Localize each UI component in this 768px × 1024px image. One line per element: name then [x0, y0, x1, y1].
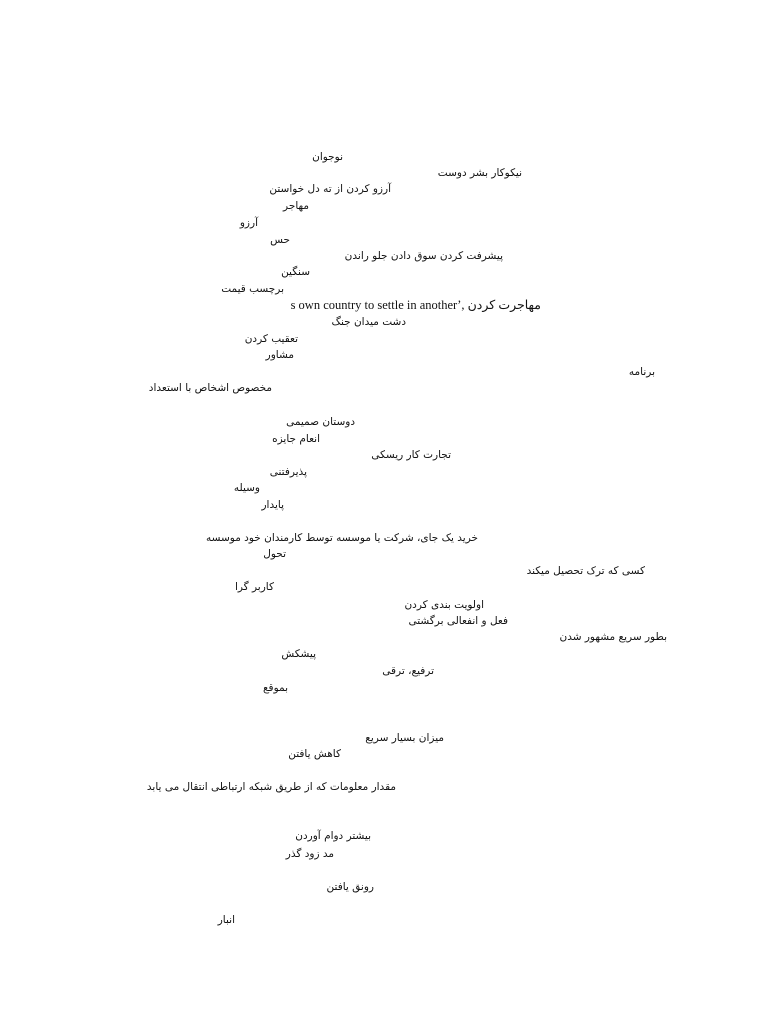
glossary-line: پذیرفتنی — [269, 466, 307, 478]
glossary-line: مخصوص اشخاص با استعداد — [148, 382, 272, 394]
glossary-line: مد زود گذر — [285, 848, 334, 860]
glossary-line: برچسب قیمت — [221, 283, 284, 295]
glossary-line: مهاجر — [283, 200, 309, 212]
glossary-line: انبار — [217, 914, 235, 926]
glossary-line: رونق یافتن — [326, 881, 374, 893]
glossary-line: کاهش یافتن — [288, 748, 341, 760]
glossary-line: نوجوان — [312, 151, 343, 163]
glossary-line: حس — [270, 234, 290, 246]
glossary-line: پایدار — [261, 499, 284, 511]
glossary-line: تحول — [263, 548, 286, 560]
glossary-line: خرید یک جای، شرکت یا موسسه توسط کارمندان خود موسسه — [206, 532, 478, 544]
glossary-line: مقدار معلومات که از طریق شبکه ارتباطی انتقال می یابد — [146, 781, 396, 793]
glossary-line: سنگین — [281, 266, 310, 278]
glossary-line: دشت میدان جنگ — [331, 316, 406, 328]
glossary-line: مشاور — [265, 349, 294, 361]
glossary-line: دوستان صمیمی — [286, 416, 355, 428]
glossary-line: کسی که ترک تحصیل میکند — [526, 565, 645, 577]
glossary-line: پیشکش — [281, 648, 316, 660]
glossary-line: بیشتر دوام آوردن — [295, 830, 371, 842]
glossary-line: فعل و انفعالی برگشتی — [408, 615, 508, 627]
glossary-line: تجارت کار ریسکی — [371, 449, 451, 461]
glossary-line: تعقیب کردن — [244, 333, 298, 345]
glossary-line: آرزو — [239, 217, 258, 229]
glossary-line: ترفیع، ترقی — [382, 665, 434, 677]
glossary-line: آرزو کردن از ته دل خواستن — [269, 183, 391, 195]
glossary-line: مهاجرت کردن ,’s own country to settle in another — [290, 298, 541, 312]
glossary-line: بموقع — [262, 682, 288, 694]
glossary-line: انعام جایزه — [272, 433, 320, 445]
glossary-line: وسیله — [233, 482, 260, 494]
glossary-line: کاربر گرا — [234, 581, 274, 593]
glossary-line: نیکوکار بشر دوست — [437, 167, 522, 179]
glossary-line: اولویت بندی کردن — [404, 599, 484, 611]
glossary-line: میزان بسیار سریع — [365, 732, 444, 744]
glossary-line: بطور سریع مشهور شدن — [559, 631, 667, 643]
glossary-line: پیشرفت کردن سوق دادن جلو راندن — [344, 250, 503, 262]
glossary-line: برنامه — [628, 366, 655, 378]
